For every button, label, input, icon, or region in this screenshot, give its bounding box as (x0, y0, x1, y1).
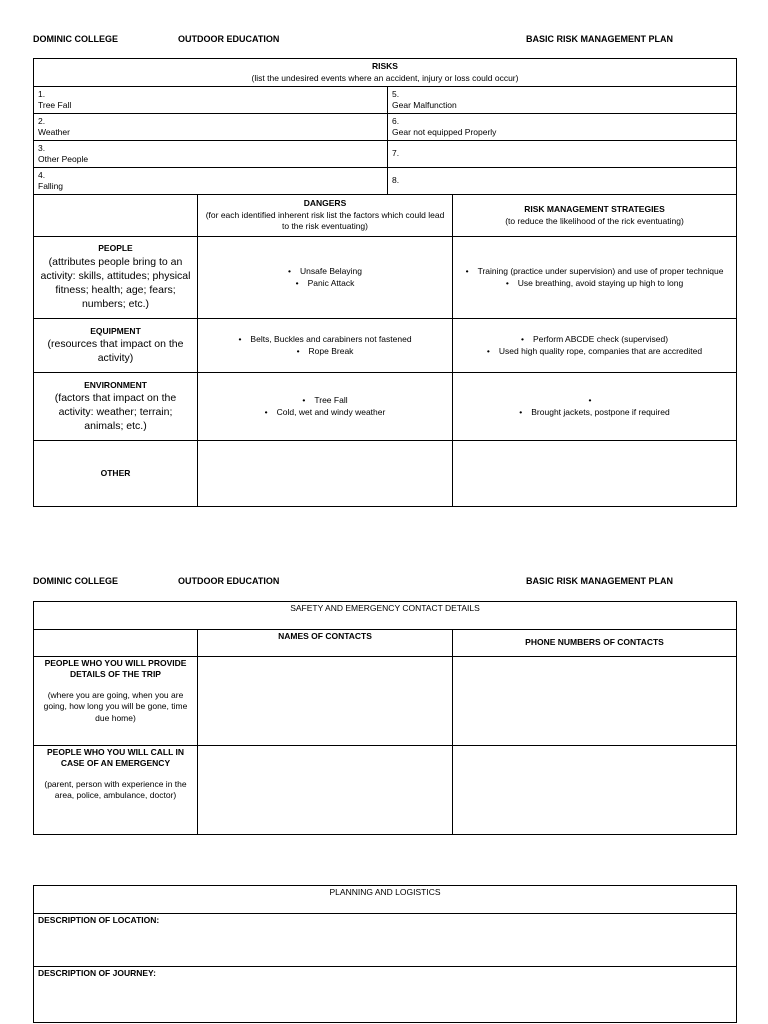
category-description: (resources that impact on the activity) (47, 338, 184, 365)
school-name: DOMINIC COLLEGE (33, 576, 118, 586)
journey-cell[interactable] (34, 967, 737, 1023)
contact-category-description: (parent, person with experience in the area, police, ambulance, doctor) (44, 778, 187, 801)
strategies-list (457, 334, 732, 357)
dangers-list (202, 334, 448, 357)
risk-item (388, 87, 737, 114)
risk-table (33, 58, 737, 507)
danger-item: • Panic Attack (202, 278, 448, 289)
strategy-item: • Perform ABCDE check (supervised) (457, 334, 732, 345)
risk-item (388, 168, 737, 195)
risk-number: 8. (392, 175, 400, 186)
danger-item: • Rope Break (202, 346, 448, 357)
risk-item (34, 168, 388, 195)
location-label: DESCRIPTION OF LOCATION: (38, 915, 160, 925)
dangers-cell (198, 319, 453, 373)
risk-number: 7. (392, 148, 400, 159)
phones-header: PHONE NUMBERS OF CONTACTS (453, 630, 737, 657)
plan-title: BASIC RISK MANAGEMENT PLAN (526, 576, 674, 586)
contact-names-cell[interactable] (198, 657, 453, 746)
strategies-title: RISK MANAGEMENT STRATEGIES (524, 204, 665, 215)
contact-category-label: PEOPLE WHO YOU WILL PROVIDE DETAILS OF THE TRIP (44, 658, 187, 680)
planning-title-cell (34, 886, 737, 914)
planning-table (33, 885, 737, 1023)
emergency-label-cell (34, 746, 198, 835)
risk-text: Falling (38, 181, 64, 191)
contact-category-description: (where you are going, when you are going, how long you will be gone, time due home) (43, 689, 188, 723)
risks-heading-cell (34, 59, 737, 87)
strategies-cell (453, 373, 737, 441)
contacts-title-cell (34, 602, 737, 630)
dangers-heading-cell (198, 195, 453, 237)
strategies-cell (453, 237, 737, 319)
contact-phones-cell[interactable] (453, 657, 737, 746)
department-name: OUTDOOR EDUCATION (178, 576, 280, 586)
contacts-title: SAFETY AND EMERGENCY CONTACT DETAILS (290, 603, 480, 613)
dangers-cell (198, 441, 453, 507)
category-label: ENVIRONMENT (84, 379, 147, 390)
category-description: (attributes people bring to an activity: skills, attitudes; physical fitness; health; age; fears; numbers; etc.) (40, 255, 191, 311)
risk-text: Gear not equipped Properly (392, 127, 497, 137)
blank-corner-cell (34, 195, 198, 237)
dangers-list (202, 266, 448, 289)
strategy-item: • Training (practice under supervision) and use of proper technique (457, 266, 732, 277)
strategies-list (457, 395, 732, 418)
dangers-list (202, 395, 448, 418)
category-description: (factors that impact on the activity: weather; terrain; animals; etc.) (54, 391, 177, 433)
strategies-list (457, 266, 732, 289)
journey-label: DESCRIPTION OF JOURNEY: (38, 968, 156, 978)
strategy-item (457, 395, 732, 406)
risk-item (34, 114, 388, 141)
dangers-subtitle: (for each identified inherent risk list the factors which could lead to the risk eventuating) (205, 209, 445, 232)
danger-item: • Unsafe Belaying (202, 266, 448, 277)
risk-item (34, 87, 388, 114)
strategies-cell (453, 441, 737, 507)
danger-item: • Tree Fall (202, 395, 448, 406)
risk-text: Tree Fall (38, 100, 72, 110)
contact-category-label: PEOPLE WHO YOU WILL CALL IN CASE OF AN EMERGENCY (47, 747, 184, 769)
risk-number: 5. (392, 88, 400, 99)
blank-corner-cell (34, 630, 198, 657)
strategies-subtitle: (to reduce the likelihood of the rick eventuating) (505, 215, 684, 226)
strategy-item: • Brought jackets, postpone if required (457, 407, 732, 418)
contact-phones-cell[interactable] (453, 746, 737, 835)
category-cell-other (34, 441, 198, 507)
risks-subtitle: (list the undesired events where an accident, injury or loss could occur) (251, 72, 519, 83)
risk-item (34, 141, 388, 168)
planning-title: PLANNING AND LOGISTICS (329, 887, 441, 897)
risk-text: Other People (38, 154, 89, 164)
risk-text: Gear Malfunction (392, 100, 457, 110)
category-label: PEOPLE (98, 243, 133, 254)
strategy-item: • Used high quality rope, companies that are accredited (457, 346, 732, 357)
risk-number: 1. (38, 88, 46, 99)
risk-text: Weather (38, 127, 70, 137)
dangers-cell (198, 237, 453, 319)
strategies-heading-cell (453, 195, 737, 237)
names-header: NAMES OF CONTACTS (198, 630, 453, 657)
dangers-cell (198, 373, 453, 441)
strategy-item: • Use breathing, avoid staying up high to long (457, 278, 732, 289)
school-name: DOMINIC COLLEGE (33, 34, 118, 44)
department-name: OUTDOOR EDUCATION (178, 34, 280, 44)
danger-item: • Cold, wet and windy weather (202, 407, 448, 418)
category-cell-equipment (34, 319, 198, 373)
risks-title: RISKS (372, 61, 398, 72)
location-cell[interactable] (34, 914, 737, 967)
risk-number: 2. (38, 115, 46, 126)
dangers-title: DANGERS (303, 198, 347, 209)
risk-number: 4. (38, 169, 46, 180)
category-label: EQUIPMENT (90, 325, 141, 336)
category-cell-environment (34, 373, 198, 441)
risk-item (388, 114, 737, 141)
strategies-cell (453, 319, 737, 373)
category-cell-people (34, 237, 198, 319)
risk-item (388, 141, 737, 168)
danger-item: • Belts, Buckles and carabiners not fastened (202, 334, 448, 345)
trip-details-label-cell (34, 657, 198, 746)
category-label: OTHER (100, 467, 131, 478)
contacts-table (33, 601, 737, 835)
contact-names-cell[interactable] (198, 746, 453, 835)
plan-title: BASIC RISK MANAGEMENT PLAN (526, 34, 674, 44)
risk-number: 6. (392, 115, 400, 126)
risk-number: 3. (38, 142, 46, 153)
